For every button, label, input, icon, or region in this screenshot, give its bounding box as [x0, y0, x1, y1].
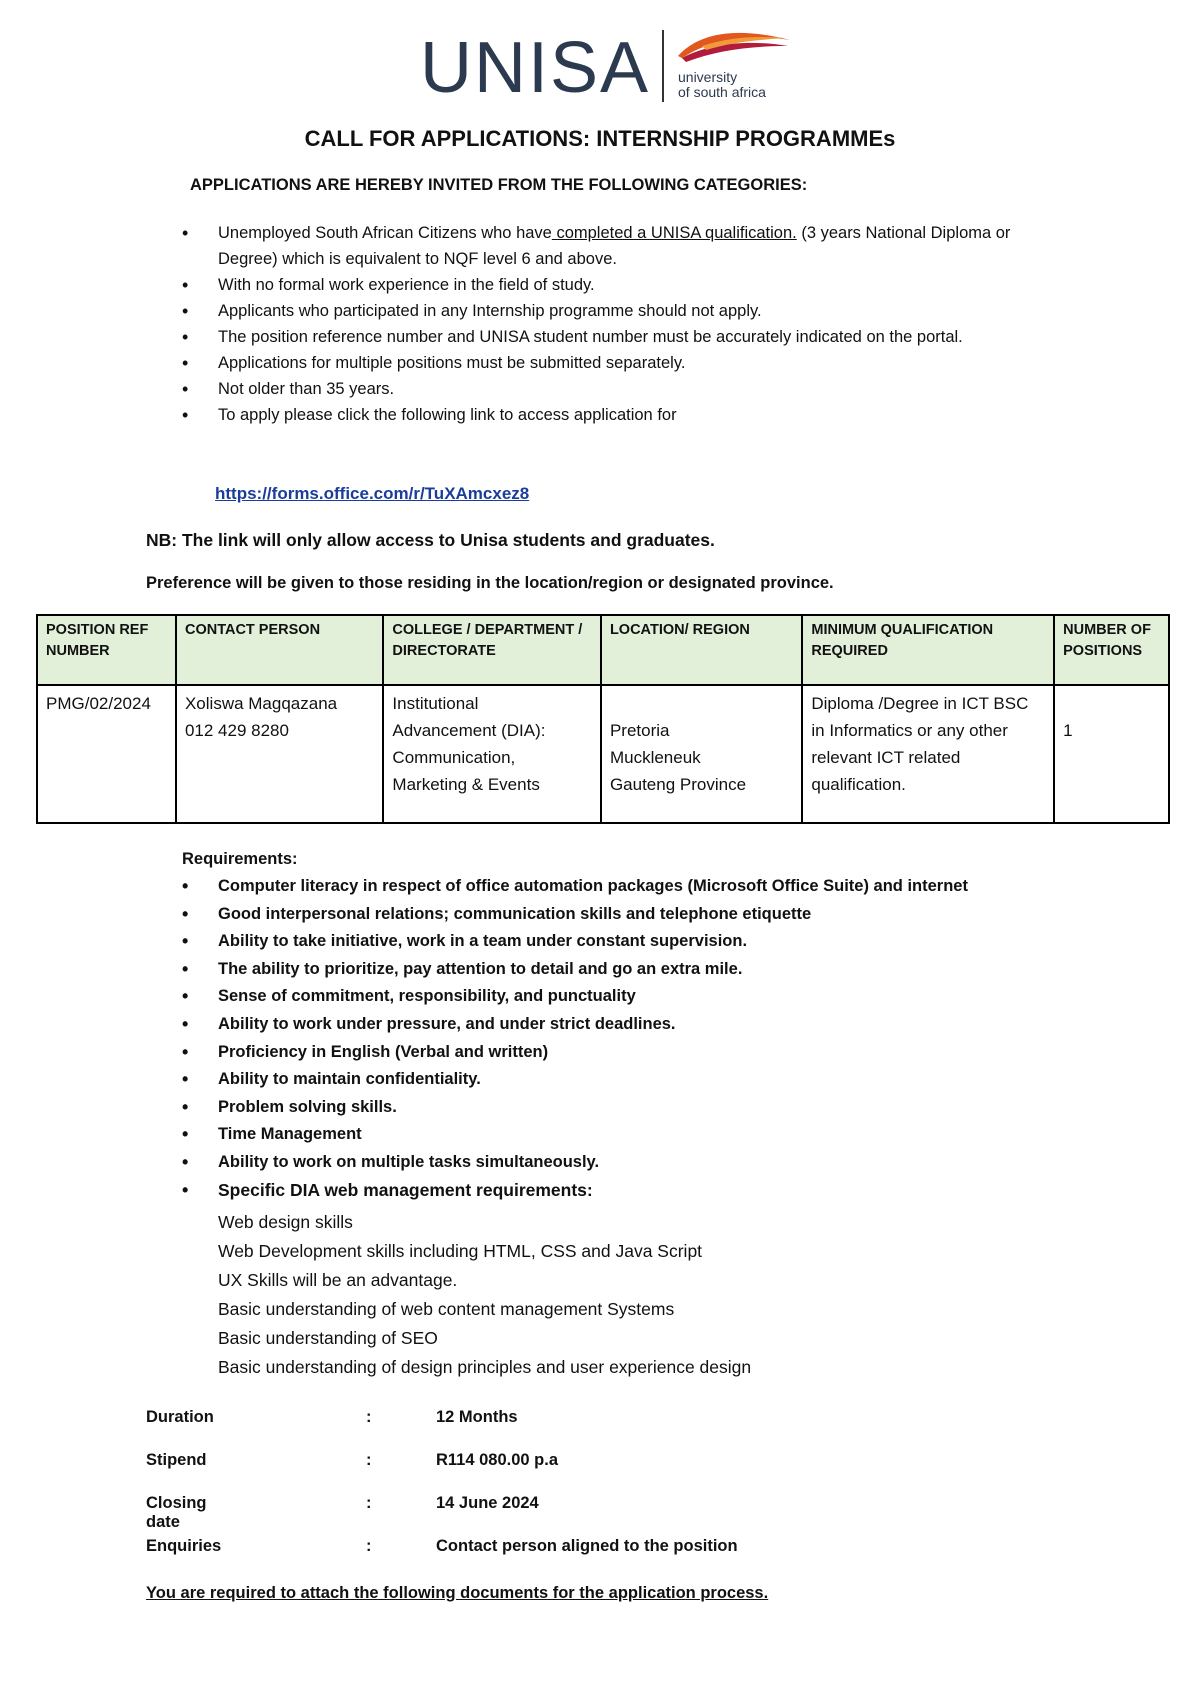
- college-line: Communication,: [392, 748, 516, 767]
- qualification-text: Diploma /Degree in ICT BSC in Informatics or any other relevant ICT related qualification.: [811, 694, 1029, 794]
- dia-skill: UX Skills will be an advantage.: [218, 1270, 458, 1290]
- list-item: • Good interpersonal relations; communication skills and telephone etiquette: [218, 901, 1038, 929]
- term-colon: :: [366, 1451, 372, 1469]
- position-ref: PMG/02/2024: [46, 694, 151, 713]
- contact-cell: [176, 685, 383, 823]
- term-colon: :: [366, 1494, 372, 1512]
- term-colon: :: [366, 1537, 372, 1555]
- logo-sub-line: university: [678, 69, 738, 85]
- list-item-text: (3 years National Diploma or Degree) which is equivalent to NQF level 6 and above.: [218, 224, 1011, 268]
- dia-skill: Web design skills: [218, 1212, 353, 1232]
- list-item: • Ability to work under pressure, and under strict deadlines.: [218, 1011, 1038, 1039]
- college-line: Institutional: [392, 694, 479, 713]
- list-item: • Ability to take initiative, work in a team under constant supervision.: [218, 928, 1038, 956]
- list-item: • Ability to maintain confidentiality.: [218, 1066, 1038, 1094]
- logo-wordmark: UNISA: [420, 28, 651, 108]
- positions-count: 1: [1063, 721, 1073, 740]
- list-item: • The ability to prioritize, pay attention to detail and go an extra mile.: [218, 956, 1038, 984]
- list-item: [218, 220, 1038, 272]
- table-header: COLLEGE / DEPARTMENT / DIRECTORATE: [383, 615, 601, 685]
- list-item: • Problem solving skills.: [218, 1094, 1038, 1122]
- table-row: [37, 685, 1169, 823]
- dia-skill: Web Development skills including HTML, CSS and Java Script: [218, 1241, 703, 1261]
- term-value: R114 080.00 p.a: [436, 1451, 559, 1469]
- college-line: Marketing & Events: [392, 775, 540, 794]
- term-label: Enquiries: [146, 1537, 222, 1555]
- college-line: Advancement (DIA):: [392, 721, 546, 740]
- dia-skill: Basic understanding of SEO: [218, 1328, 438, 1348]
- position-ref-cell: [37, 685, 176, 823]
- dia-skills-list: [218, 1208, 751, 1382]
- term-label: Closing date: [146, 1494, 207, 1531]
- table-header: LOCATION/ REGION: [601, 615, 802, 685]
- list-item: • Not older than 35 years.: [218, 376, 1038, 402]
- positions-table: [36, 614, 1170, 824]
- logo-sub-line: of south africa: [678, 84, 766, 101]
- term-value: 14 June 2024: [436, 1494, 539, 1512]
- table-header: CONTACT PERSON: [176, 615, 383, 685]
- term-label: Stipend: [146, 1451, 207, 1469]
- logo-swoosh-icon: [672, 26, 792, 66]
- location-line: Muckleneuk: [609, 748, 701, 767]
- list-item: • With no formal work experience in the field of study.: [218, 272, 1038, 298]
- requirements-heading: Requirements:: [182, 850, 298, 868]
- positions-count-cell: [1054, 685, 1169, 823]
- term-value: Contact person aligned to the position: [436, 1537, 738, 1555]
- cell-spacer: [1063, 690, 1160, 717]
- categories-heading: APPLICATIONS ARE HEREBY INVITED FROM THE FOLLOWING CATEGORIES:: [190, 176, 808, 194]
- dia-skill: Basic understanding of design principles and user experience design: [218, 1357, 752, 1377]
- list-item-text: Unemployed South African Citizens who have: [218, 224, 552, 242]
- list-item-emphasis: completed a UNISA qualification.: [551, 224, 797, 242]
- table-header: POSITION REF NUMBER: [37, 615, 176, 685]
- location-cell: [601, 685, 802, 823]
- location-line: Gauteng Province: [609, 775, 747, 794]
- list-item: • Ability to work on multiple tasks simultaneously.: [218, 1149, 1038, 1177]
- term-value: 12 Months: [436, 1408, 518, 1426]
- list-item: • The position reference number and UNISA student number must be accurately indicated on the portal.: [218, 324, 1038, 350]
- table-header: MINIMUM QUALIFICATION REQUIRED: [802, 615, 1054, 685]
- qualification-cell: [802, 685, 1054, 823]
- list-item: • To apply please click the following link to access application for: [218, 402, 1038, 428]
- unisa-logo: [420, 26, 800, 106]
- contact-phone: 012 429 8280: [184, 721, 289, 740]
- college-cell: [383, 685, 601, 823]
- table-header-row: [37, 615, 1169, 685]
- list-item: • Specific DIA web management requirements:: [218, 1177, 1038, 1205]
- contact-name: Xoliswa Magqazana: [184, 694, 338, 713]
- term-label: Duration: [146, 1408, 214, 1426]
- preference-note: Preference will be given to those residing in the location/region or designated province.: [146, 574, 834, 592]
- requirements-list: [218, 873, 1038, 1204]
- table-header: NUMBER OF POSITIONS: [1054, 615, 1169, 685]
- page-title: CALL FOR APPLICATIONS: INTERNSHIP PROGRAMMEs: [304, 126, 896, 151]
- term-colon: :: [366, 1408, 372, 1426]
- dia-skill: Basic understanding of web content management Systems: [218, 1299, 675, 1319]
- list-item: • Computer literacy in respect of office automation packages (Microsoft Office Suite) and internet: [218, 873, 1038, 901]
- categories-list: [218, 220, 1038, 428]
- list-item: • Sense of commitment, responsibility, and punctuality: [218, 983, 1038, 1011]
- documents-note: You are required to attach the following documents for the application process.: [146, 1584, 769, 1602]
- location-line: Pretoria: [609, 721, 670, 740]
- nb-note: NB: The link will only allow access to Unisa students and graduates.: [146, 530, 715, 550]
- list-item: • Applications for multiple positions must be submitted separately.: [218, 350, 1038, 376]
- list-item: • Time Management: [218, 1121, 1038, 1149]
- logo-divider: [662, 30, 664, 102]
- list-item: • Applicants who participated in any Internship programme should not apply.: [218, 298, 1038, 324]
- list-item: • Proficiency in English (Verbal and written): [218, 1039, 1038, 1067]
- logo-subtitle: [678, 70, 766, 101]
- cell-spacer: [610, 690, 793, 717]
- application-form-link[interactable]: https://forms.office.com/r/TuXAmcxez8: [215, 484, 530, 503]
